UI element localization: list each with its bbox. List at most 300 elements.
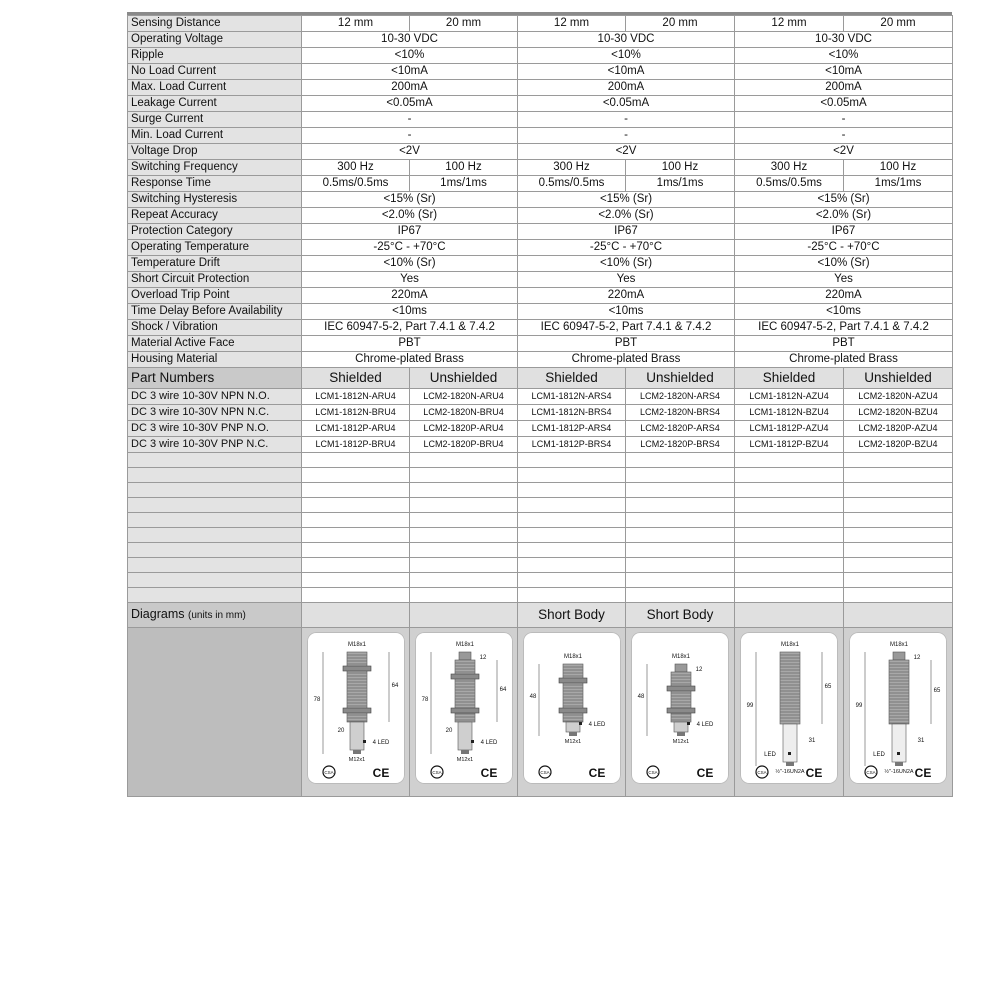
sensor-drawing <box>740 632 838 784</box>
spec-value: 300 Hz <box>302 160 410 176</box>
part-number: LCM2-1820N-BRU4 <box>410 405 518 421</box>
row-label: No Load Current <box>128 64 302 80</box>
sensor-drawing <box>849 632 947 784</box>
empty-row <box>128 468 953 483</box>
spec-value: - <box>302 128 518 144</box>
part-number-row <box>128 389 953 405</box>
empty-cell <box>844 573 953 588</box>
sensing-distance-value: 20 mm <box>844 16 953 32</box>
thread-label: M18x1 <box>889 642 909 648</box>
sensor-drawing <box>631 632 729 784</box>
row-label: Operating Voltage <box>128 32 302 48</box>
section-length-label: 20 <box>337 728 344 734</box>
spec-value: IP67 <box>735 224 953 240</box>
sensing-distance-value: 12 mm <box>735 16 844 32</box>
row-label: Housing Material <box>128 352 302 368</box>
diagram-column-header <box>844 603 953 628</box>
spec-value: <2.0% (Sr) <box>735 208 953 224</box>
part-number: LCM2-1820P-ARU4 <box>410 421 518 437</box>
row-label: DC 3 wire 10-30V NPN N.O. <box>128 389 302 405</box>
shield-type-header: Shielded <box>302 368 410 389</box>
part-number: LCM1-1812N-BRS4 <box>518 405 626 421</box>
overall-length-label: 78 <box>313 697 320 703</box>
overall-length-label: 99 <box>855 703 863 709</box>
diagram-cell <box>518 628 626 797</box>
empty-cell <box>410 483 518 498</box>
cap-length-label: 12 <box>695 667 703 673</box>
csa-mark-text: CSA <box>866 770 876 775</box>
spec-value: <2.0% (Sr) <box>302 208 518 224</box>
empty-cell <box>626 528 735 543</box>
diagram-label-cell <box>128 628 302 797</box>
section-length-label: 31 <box>917 738 925 744</box>
row-label: Temperature Drift <box>128 256 302 272</box>
empty-cell <box>518 468 626 483</box>
spec-value: Chrome-plated Brass <box>735 352 953 368</box>
spec-value: PBT <box>302 336 518 352</box>
body-length-label: 64 <box>391 683 398 689</box>
connector-thread-label: M12x1 <box>564 739 581 745</box>
spec-row <box>128 304 953 320</box>
spec-row <box>128 272 953 288</box>
empty-label-cell <box>128 558 302 573</box>
row-label: Switching Frequency <box>128 160 302 176</box>
lock-nut <box>451 708 479 713</box>
shield-type-header: Unshielded <box>626 368 735 389</box>
empty-label-cell <box>128 453 302 468</box>
sensor-diagram-card <box>631 632 729 784</box>
empty-cell <box>626 453 735 468</box>
top-rule <box>127 12 952 15</box>
row-label: Response Time <box>128 176 302 192</box>
ce-mark-icon: CE <box>480 766 497 780</box>
part-number: LCM2-1820P-ARS4 <box>626 421 735 437</box>
shield-type-header: Shielded <box>735 368 844 389</box>
sensor-cap <box>893 652 905 660</box>
ce-mark-icon: CE <box>914 766 932 780</box>
empty-cell <box>302 468 410 483</box>
empty-cell <box>626 468 735 483</box>
spec-value: IEC 60947-5-2, Part 7.4.1 & 7.4.2 <box>302 320 518 336</box>
connector-tip <box>895 762 903 766</box>
diagram-cell <box>844 628 953 797</box>
empty-cell <box>626 573 735 588</box>
diagram-cell <box>410 628 518 797</box>
empty-cell <box>410 498 518 513</box>
spec-value: 200mA <box>302 80 518 96</box>
spec-value: 1ms/1ms <box>626 176 735 192</box>
spec-row <box>128 176 953 192</box>
empty-row <box>128 528 953 543</box>
sensor-diagram-card <box>307 632 405 784</box>
connector-body <box>458 722 472 750</box>
connector-body <box>350 722 364 750</box>
led-indicator <box>687 722 690 725</box>
spec-value: 10-30 VDC <box>735 32 953 48</box>
connector-body <box>566 722 580 732</box>
spec-row <box>128 64 953 80</box>
row-label: Shock / Vibration <box>128 320 302 336</box>
sensing-distance-value: 12 mm <box>518 16 626 32</box>
connector-thread-label: ½"-16UN2A <box>884 769 914 775</box>
empty-cell <box>844 498 953 513</box>
lock-nut <box>667 686 695 691</box>
spec-value: Chrome-plated Brass <box>518 352 735 368</box>
spec-value: Yes <box>735 272 953 288</box>
sensor-drawing <box>523 632 621 784</box>
empty-row <box>128 588 953 603</box>
spec-sheet <box>127 15 952 797</box>
part-number: LCM2-1820P-BRU4 <box>410 437 518 453</box>
units-note: (units in mm) <box>187 610 246 621</box>
ce-mark-icon: CE <box>588 766 605 780</box>
empty-cell <box>410 513 518 528</box>
empty-row <box>128 483 953 498</box>
diagrams-header <box>128 603 953 628</box>
empty-cell <box>518 513 626 528</box>
spec-value: <10% (Sr) <box>302 256 518 272</box>
empty-cell <box>735 513 844 528</box>
empty-cell <box>302 573 410 588</box>
part-numbers-title: Part Numbers <box>128 368 302 389</box>
row-label: Protection Category <box>128 224 302 240</box>
part-number: LCM1-1812N-ARU4 <box>302 389 410 405</box>
spec-value: - <box>518 128 735 144</box>
spec-row <box>128 320 953 336</box>
empty-cell <box>735 483 844 498</box>
empty-cell <box>844 528 953 543</box>
empty-cell <box>302 513 410 528</box>
sensor-diagram-card <box>849 632 947 784</box>
spec-value: <0.05mA <box>735 96 953 112</box>
sensor-drawing <box>415 632 513 784</box>
spec-row <box>128 224 953 240</box>
empty-cell <box>518 528 626 543</box>
spec-row <box>128 80 953 96</box>
part-numbers-header <box>128 368 953 389</box>
lock-nut <box>343 666 371 671</box>
part-number: LCM2-1820N-AZU4 <box>844 389 953 405</box>
empty-cell <box>626 513 735 528</box>
spec-value: 1ms/1ms <box>410 176 518 192</box>
empty-row <box>128 453 953 468</box>
empty-cell <box>626 483 735 498</box>
sensor-diagram-card <box>415 632 513 784</box>
row-label: DC 3 wire 10-30V PNP N.O. <box>128 421 302 437</box>
spec-value: 220mA <box>302 288 518 304</box>
empty-row <box>128 513 953 528</box>
part-number: LCM1-1812P-BRS4 <box>518 437 626 453</box>
csa-mark-text: CSA <box>648 770 658 775</box>
ce-mark-icon: CE <box>372 766 389 780</box>
row-label: Time Delay Before Availability <box>128 304 302 320</box>
thread-label: M18x1 <box>347 642 366 648</box>
spec-value: 100 Hz <box>844 160 953 176</box>
row-label: Switching Hysteresis <box>128 192 302 208</box>
spec-row <box>128 112 953 128</box>
overall-length-label: 78 <box>421 697 428 703</box>
row-label: Voltage Drop <box>128 144 302 160</box>
connector-tip <box>569 732 577 736</box>
part-number: LCM2-1820N-ARS4 <box>626 389 735 405</box>
spec-row <box>128 256 953 272</box>
part-number: LCM1-1812P-AZU4 <box>735 421 844 437</box>
part-number: LCM1-1812P-ARS4 <box>518 421 626 437</box>
empty-cell <box>844 588 953 603</box>
spec-row <box>128 160 953 176</box>
empty-cell <box>735 528 844 543</box>
diagrams-title <box>128 603 302 628</box>
row-label: DC 3 wire 10-30V NPN N.C. <box>128 405 302 421</box>
spec-value: Chrome-plated Brass <box>302 352 518 368</box>
empty-cell <box>410 453 518 468</box>
connector-body <box>783 724 797 762</box>
empty-cell <box>410 558 518 573</box>
empty-label-cell <box>128 528 302 543</box>
lock-nut <box>559 678 587 683</box>
spec-value: <10ms <box>302 304 518 320</box>
empty-cell <box>410 528 518 543</box>
sensing-distance-row <box>128 16 953 32</box>
empty-cell <box>735 468 844 483</box>
connector-body <box>892 724 906 762</box>
overall-length-label: 99 <box>746 703 754 709</box>
sensing-distance-value: 20 mm <box>410 16 518 32</box>
empty-label-cell <box>128 543 302 558</box>
empty-cell <box>844 543 953 558</box>
spec-value: - <box>735 128 953 144</box>
row-label: Min. Load Current <box>128 128 302 144</box>
spec-value: <2V <box>735 144 953 160</box>
spec-table <box>127 15 953 797</box>
empty-cell <box>735 543 844 558</box>
led-indicator <box>579 722 582 725</box>
spec-value: <10mA <box>302 64 518 80</box>
connector-thread-label: M12x1 <box>348 757 365 763</box>
spec-value: -25°C - +70°C <box>302 240 518 256</box>
led-label: 4 LED <box>480 740 497 746</box>
empty-cell <box>518 573 626 588</box>
overall-length-label: 48 <box>637 694 645 700</box>
csa-mark-text: CSA <box>757 770 767 775</box>
spec-value: - <box>302 112 518 128</box>
spec-value: 100 Hz <box>626 160 735 176</box>
connector-thread-label: ½"-16UN2A <box>775 769 805 775</box>
empty-label-cell <box>128 498 302 513</box>
shield-type-header: Unshielded <box>410 368 518 389</box>
spec-row <box>128 240 953 256</box>
row-label: Ripple <box>128 48 302 64</box>
spec-value: <10ms <box>735 304 953 320</box>
spec-value: <0.05mA <box>302 96 518 112</box>
thread-label: M18x1 <box>563 654 582 660</box>
part-number: LCM2-1820N-BRS4 <box>626 405 735 421</box>
empty-row <box>128 543 953 558</box>
empty-cell <box>844 483 953 498</box>
spec-value: 0.5ms/0.5ms <box>518 176 626 192</box>
section-length-label: 20 <box>445 728 452 734</box>
shield-type-header: Unshielded <box>844 368 953 389</box>
csa-mark-text: CSA <box>431 770 442 775</box>
spec-row <box>128 208 953 224</box>
spec-value: <10ms <box>518 304 735 320</box>
spec-row <box>128 288 953 304</box>
spec-value: <2V <box>518 144 735 160</box>
spec-value: <10% <box>518 48 735 64</box>
part-number: LCM1-1812P-BRU4 <box>302 437 410 453</box>
spec-value: Yes <box>518 272 735 288</box>
spec-value: 0.5ms/0.5ms <box>735 176 844 192</box>
row-label: Material Active Face <box>128 336 302 352</box>
spec-value: - <box>518 112 735 128</box>
csa-mark-text: CSA <box>539 770 550 775</box>
empty-row <box>128 573 953 588</box>
part-number: LCM1-1812P-BZU4 <box>735 437 844 453</box>
row-label: DC 3 wire 10-30V PNP N.C. <box>128 437 302 453</box>
led-indicator <box>471 740 474 743</box>
row-label: Operating Temperature <box>128 240 302 256</box>
empty-cell <box>518 558 626 573</box>
spec-value: <10% <box>302 48 518 64</box>
empty-cell <box>735 588 844 603</box>
empty-cell <box>735 558 844 573</box>
part-number: LCM1-1812N-AZU4 <box>735 389 844 405</box>
sensor-drawing <box>307 632 405 784</box>
lock-nut <box>559 708 587 713</box>
connector-tip <box>677 732 685 736</box>
led-indicator <box>363 740 366 743</box>
empty-cell <box>302 543 410 558</box>
row-label: Max. Load Current <box>128 80 302 96</box>
spec-value: 10-30 VDC <box>518 32 735 48</box>
spec-value: PBT <box>518 336 735 352</box>
empty-cell <box>302 483 410 498</box>
body-length-label: 65 <box>824 684 832 690</box>
lock-nut <box>343 708 371 713</box>
diagram-column-header <box>735 603 844 628</box>
empty-cell <box>410 588 518 603</box>
spec-row <box>128 336 953 352</box>
led-label: 4 LED <box>588 722 605 728</box>
empty-cell <box>844 558 953 573</box>
diagram-cell <box>626 628 735 797</box>
spec-value: 200mA <box>735 80 953 96</box>
sensor-cap <box>459 652 471 660</box>
empty-cell <box>844 513 953 528</box>
row-label: Sensing Distance <box>128 16 302 32</box>
row-label: Repeat Accuracy <box>128 208 302 224</box>
spec-value: IP67 <box>302 224 518 240</box>
empty-cell <box>626 498 735 513</box>
spec-row <box>128 128 953 144</box>
row-label: Leakage Current <box>128 96 302 112</box>
part-number: LCM1-1812N-ARS4 <box>518 389 626 405</box>
sensor-diagram-card <box>523 632 621 784</box>
spec-value: <2V <box>302 144 518 160</box>
part-number: LCM1-1812N-BZU4 <box>735 405 844 421</box>
lock-nut <box>667 708 695 713</box>
spec-row <box>128 144 953 160</box>
empty-row <box>128 498 953 513</box>
diagram-column-header <box>302 603 410 628</box>
diagram-cell <box>735 628 844 797</box>
spec-row <box>128 352 953 368</box>
led-label: LED <box>764 752 776 758</box>
empty-cell <box>735 573 844 588</box>
spec-value: Yes <box>302 272 518 288</box>
part-number: LCM1-1812N-BRU4 <box>302 405 410 421</box>
empty-cell <box>410 543 518 558</box>
diagram-column-header: Short Body <box>626 603 735 628</box>
empty-cell <box>302 453 410 468</box>
spec-value: <2.0% (Sr) <box>518 208 735 224</box>
part-number: LCM2-1820P-BRS4 <box>626 437 735 453</box>
empty-cell <box>410 468 518 483</box>
thread-label: M18x1 <box>780 642 800 648</box>
spec-value: 220mA <box>518 288 735 304</box>
spec-value: IEC 60947-5-2, Part 7.4.1 & 7.4.2 <box>518 320 735 336</box>
empty-cell <box>735 498 844 513</box>
led-label: LED <box>873 752 885 758</box>
spec-value: 200mA <box>518 80 735 96</box>
spec-value: <0.05mA <box>518 96 735 112</box>
spec-row <box>128 96 953 112</box>
part-number-row <box>128 405 953 421</box>
spec-value: 300 Hz <box>735 160 844 176</box>
spec-value: IEC 60947-5-2, Part 7.4.1 & 7.4.2 <box>735 320 953 336</box>
diagram-cell <box>302 628 410 797</box>
thread-label: M18x1 <box>455 642 474 648</box>
empty-cell <box>844 453 953 468</box>
empty-cell <box>626 588 735 603</box>
spec-value: 0.5ms/0.5ms <box>302 176 410 192</box>
spec-value: <15% (Sr) <box>302 192 518 208</box>
empty-label-cell <box>128 588 302 603</box>
led-label: 4 LED <box>372 740 389 746</box>
empty-cell <box>410 573 518 588</box>
part-number-row <box>128 421 953 437</box>
spec-value: <15% (Sr) <box>735 192 953 208</box>
connector-tip <box>786 762 794 766</box>
lock-nut <box>451 674 479 679</box>
part-number: LCM2-1820P-BZU4 <box>844 437 953 453</box>
diagrams-label: Diagrams <box>131 607 185 621</box>
empty-cell <box>302 528 410 543</box>
ce-mark-icon: CE <box>805 766 823 780</box>
empty-cell <box>302 588 410 603</box>
spec-value: <10% (Sr) <box>735 256 953 272</box>
spec-value: <10mA <box>518 64 735 80</box>
empty-cell <box>626 543 735 558</box>
spec-value: -25°C - +70°C <box>518 240 735 256</box>
spec-row <box>128 192 953 208</box>
connector-thread-label: M12x1 <box>456 757 473 763</box>
empty-cell <box>735 453 844 468</box>
part-number-row <box>128 437 953 453</box>
empty-label-cell <box>128 513 302 528</box>
sensing-distance-value: 12 mm <box>302 16 410 32</box>
threaded-body <box>889 660 909 724</box>
row-label: Short Circuit Protection <box>128 272 302 288</box>
spec-value: <10% (Sr) <box>518 256 735 272</box>
row-label: Overload Trip Point <box>128 288 302 304</box>
part-number: LCM2-1820P-AZU4 <box>844 421 953 437</box>
connector-tip <box>353 750 361 754</box>
sensor-cap <box>675 664 687 672</box>
spec-value: PBT <box>735 336 953 352</box>
part-number: LCM2-1820N-ARU4 <box>410 389 518 405</box>
spec-value: - <box>735 112 953 128</box>
